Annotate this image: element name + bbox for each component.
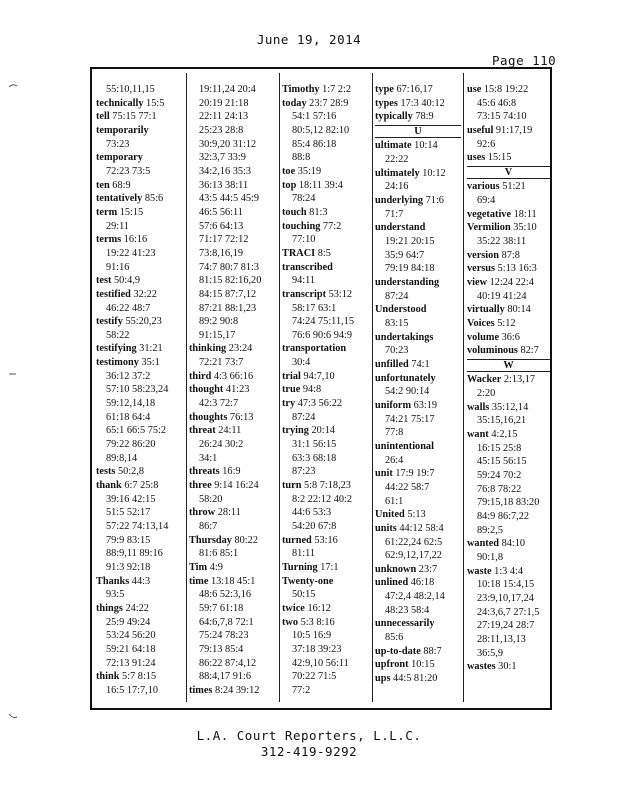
- transcript-date: June 19, 2014: [256, 32, 362, 47]
- index-word-entry: undertakings: [375, 331, 434, 343]
- index-page-refs: 62:9,12,17,22: [385, 550, 442, 562]
- index-page-refs: 76:8 78:22: [477, 483, 522, 495]
- index-page-refs: 47:2,4 48:2,14: [385, 591, 445, 603]
- index-word-entry: threats 16:9: [189, 466, 241, 478]
- index-page-refs: 43:5 44:5 45:9: [199, 193, 260, 205]
- index-page-refs: 35:22 38:11: [477, 236, 527, 248]
- index-word-entry: waste 1:3 4:4: [467, 565, 524, 577]
- index-word-entry: upfront 10:15: [375, 659, 435, 671]
- footer-company: L.A. Court Reporters, L.L.C.: [196, 728, 422, 743]
- index-word-entry: thank 6:7 25:8: [96, 480, 159, 492]
- index-page-refs: 65:1 66:5 75:2: [106, 425, 167, 437]
- index-word-entry: versus 5:13 16:3: [467, 263, 537, 275]
- index-word-entry: want 4:2,15: [467, 429, 518, 441]
- index-word-entry: uses 15:15: [467, 152, 512, 164]
- index-page-refs: 37:18 39:23: [292, 643, 342, 655]
- index-word-entry: try 47:3 56:22: [282, 398, 343, 410]
- index-page-refs: 58:20: [199, 493, 223, 505]
- index-page-refs: 16:15 25:8: [477, 442, 522, 454]
- index-page-refs: 36:5,9: [477, 647, 504, 659]
- margin-mark: [8, 364, 18, 370]
- index-word-entry: threat 24:11: [189, 425, 242, 437]
- index-word-entry: three 9:14 16:24: [189, 480, 259, 492]
- index-word-entry: up-to-date 88:7: [375, 645, 442, 657]
- index-page-refs: 91:3 92:18: [106, 561, 151, 573]
- index-page-refs: 61:22,24 62:5: [385, 536, 443, 548]
- index-page-refs: 87:23: [292, 466, 316, 478]
- index-page-refs: 45:15 56:15: [477, 456, 527, 468]
- index-page-refs: 79:9 83:15: [106, 534, 151, 546]
- index-word-entry: unfortunately: [375, 372, 436, 384]
- index-page-refs: 70:22 71:5: [292, 671, 337, 683]
- index-page-refs: 25:23 28:8: [199, 124, 244, 136]
- index-page-refs: 79:15,18 83:20: [477, 497, 540, 509]
- index-word-entry: turn 5:8 7:18,23: [282, 480, 351, 492]
- column-divider: [186, 73, 187, 702]
- index-word-entry: types 17:3 40:12: [375, 97, 445, 109]
- index-page-refs: 34:2,16 35:3: [199, 165, 252, 177]
- index-word-entry: unknown 23:7: [375, 563, 438, 575]
- index-page-refs: 85:4 86:18: [292, 138, 337, 150]
- index-page-refs: 74:21 75:17: [385, 413, 435, 425]
- index-word-entry: volume 36:6: [467, 331, 520, 343]
- index-word-entry: Thursday 80:22: [189, 534, 258, 546]
- index-word-entry: ultimately 10:12: [375, 167, 446, 179]
- index-page-refs: 59:7 61:18: [199, 602, 244, 614]
- index-page-refs: 84:9 86:7,22: [477, 511, 530, 523]
- index-word-entry: unnecessarily: [375, 618, 435, 630]
- index-word-entry: technically 15:5: [96, 97, 165, 109]
- index-page-refs: 84:15 87:7,12: [199, 288, 257, 300]
- index-word-entry: transcript 53:12: [282, 288, 353, 300]
- index-word-entry: term 15:15: [96, 206, 144, 218]
- index-page-refs: 30:9,20 31:12: [199, 138, 257, 150]
- index-page-refs: 88:4,17 91:6: [199, 671, 252, 683]
- index-word-entry: throw 28:11: [189, 507, 241, 519]
- footer-phone: 312-419-9292: [260, 744, 358, 759]
- index-word-entry: times 8:24 39:12: [189, 684, 260, 696]
- index-page-refs: 76:6 90:6 94:9: [292, 329, 353, 341]
- index-page-refs: 81:15 82:16,20: [199, 275, 262, 287]
- index-page-refs: 27:19,24 28:7: [477, 620, 535, 632]
- index-word-entry: ten 68:9: [96, 179, 131, 191]
- index-page-refs: 72:13 91:24: [106, 657, 156, 669]
- index-page-refs: 81:11: [292, 548, 316, 560]
- index-word-entry: Thanks 44:3: [96, 575, 151, 587]
- index-word-entry: unintentional: [375, 440, 434, 452]
- index-word-entry: wanted 84:10: [467, 538, 526, 550]
- index-page-refs: 22:11 24:13: [199, 111, 249, 123]
- index-word-entry: trial 94:7,10: [282, 370, 335, 382]
- index-page-refs: 91:16: [106, 261, 130, 273]
- index-word-entry: temporary: [96, 152, 143, 164]
- margin-mark: [8, 706, 18, 712]
- index-page-refs: 51:5 52:17: [106, 507, 151, 519]
- index-word-entry: virtually 80:14: [467, 304, 531, 316]
- index-word-entry: uniform 63:19: [375, 399, 438, 411]
- index-page-refs: 54:1 57:16: [292, 111, 337, 123]
- index-page-refs: 55:10,11,15: [106, 84, 155, 95]
- index-word-entry: Voices 5:12: [467, 318, 516, 329]
- index-page-refs: 19:22 41:23: [106, 247, 156, 259]
- index-page-refs: 19:11,24 20:4: [199, 84, 256, 95]
- index-page-refs: 89:8,14: [106, 452, 138, 464]
- index-page-refs: 69:4: [477, 195, 496, 207]
- index-page-refs: 86:22 87:4,12: [199, 657, 257, 669]
- index-page-refs: 50:15: [292, 589, 316, 601]
- index-page-refs: 79:22 86:20: [106, 439, 156, 451]
- index-word-entry: underlying 71:6: [375, 195, 444, 207]
- index-page-refs: 35:9 64:7: [385, 249, 425, 261]
- index-column-2: [189, 83, 277, 698]
- index-word-entry: understanding: [375, 277, 440, 289]
- section-letter: W: [467, 359, 550, 373]
- index-page-refs: 31:1 56:15: [292, 439, 337, 451]
- index-page-refs: 48:6 52:3,16: [199, 589, 252, 601]
- index-word-entry: Understood: [375, 304, 427, 316]
- index-word-entry: type 67:16,17: [375, 84, 433, 95]
- index-page-refs: 91:15,17: [199, 329, 236, 341]
- index-page-refs: 48:23 58:4: [385, 604, 430, 616]
- index-page-refs: 42:9,10 56:11: [292, 657, 349, 669]
- column-divider: [279, 73, 280, 702]
- column-divider: [372, 73, 373, 702]
- index-word-entry: tentatively 85:6: [96, 193, 164, 205]
- index-page-refs: 78:24: [292, 193, 316, 205]
- index-page-refs: 22:22: [385, 154, 409, 166]
- index-page-refs: 77:10: [292, 234, 316, 246]
- index-page-refs: 24:3,6,7 27:1,5: [477, 606, 540, 618]
- index-word-entry: unlined 46:18: [375, 577, 435, 589]
- index-word-entry: temporarily: [96, 124, 149, 136]
- index-word-entry: thinking 23:24: [189, 343, 253, 355]
- index-page-refs: 94:11: [292, 275, 316, 287]
- index-word-entry: today 23:7 28:9: [282, 97, 349, 109]
- index-page-refs: 72:23 73:5: [106, 165, 151, 177]
- index-page-refs: 10:5 16:9: [292, 630, 332, 642]
- index-page-refs: 57:6 64:13: [199, 220, 244, 232]
- index-word-entry: useful 91:17,19: [467, 124, 533, 136]
- index-word-entry: various 51:21: [467, 181, 526, 193]
- index-page-refs: 73:15 74:10: [477, 111, 527, 123]
- index-page-refs: 86:7: [199, 521, 218, 532]
- index-word-entry: Wacker 2:13,17: [467, 374, 536, 386]
- index-page-refs: 89:2 90:8: [199, 316, 239, 328]
- index-word-entry: things 24:22: [96, 602, 149, 614]
- index-page-refs: 64:6,7,8 72:1: [199, 616, 254, 628]
- index-page-refs: 35:15,16,21: [477, 415, 527, 427]
- index-page-refs: 79:19 84:18: [385, 263, 435, 275]
- index-word-entry: thought 41:23: [189, 384, 250, 396]
- index-page-refs: 63:3 68:18: [292, 452, 337, 464]
- index-page-refs: 44:6 53:3: [292, 507, 332, 519]
- index-page-refs: 46:5 56:11: [199, 206, 243, 218]
- index-word-entry: voluminous 82:7: [467, 345, 539, 357]
- index-page-refs: 44:22 58:7: [385, 481, 430, 493]
- index-word-entry: true 94:8: [282, 384, 322, 396]
- index-word-entry: TRACI 8:5: [282, 247, 331, 259]
- index-page-refs: 77:2: [292, 684, 311, 696]
- index-page-refs: 72:21 73:7: [199, 357, 244, 369]
- index-page-refs: 89:2,5: [477, 524, 504, 536]
- index-word-entry: ups 44:5 81:20: [375, 673, 438, 685]
- index-page-refs: 93:5: [106, 589, 125, 601]
- index-page-refs: 42:3 72:7: [199, 398, 239, 410]
- index-page-refs: 54:20 67:8: [292, 521, 337, 532]
- index-word-entry: touching 77:2: [282, 220, 342, 232]
- index-page-refs: 87:24: [385, 290, 409, 302]
- column-divider: [463, 73, 464, 702]
- index-word-entry: testify 55:20,23: [96, 316, 162, 328]
- index-page-refs: 74:24 75:11,15: [292, 316, 354, 328]
- index-page-refs: 88:9,11 89:16: [106, 548, 163, 560]
- index-page-refs: 80:5,12 82:10: [292, 124, 350, 136]
- index-page-refs: 36:13 38:11: [199, 179, 249, 191]
- index-word-entry: walls 35:12,14: [467, 401, 529, 413]
- index-word-entry: top 18:11 39:4: [282, 179, 343, 191]
- index-word-entry: wastes 30:1: [467, 661, 517, 673]
- index-page-refs: 71:17 72:12: [199, 234, 249, 246]
- index-word-entry: Timothy 1:7 2:2: [282, 84, 352, 95]
- index-page-refs: 81:6 85:1: [199, 548, 239, 560]
- index-word-entry: ultimate 10:14: [375, 140, 438, 152]
- index-word-entry: turned 53:16: [282, 534, 338, 546]
- word-index-table: [90, 67, 552, 710]
- index-page-refs: 59:21 64:18: [106, 643, 156, 655]
- index-word-entry: testimony 35:1: [96, 357, 160, 369]
- index-word-entry: vegetative 18:11: [467, 208, 537, 220]
- index-page-refs: 32:3,7 33:9: [199, 152, 246, 164]
- index-page-refs: 19:21 20:15: [385, 236, 435, 248]
- index-word-entry: transcribed: [282, 261, 333, 273]
- index-page-refs: 23:9,10,17,24: [477, 592, 534, 604]
- index-page-refs: 92:6: [477, 138, 496, 150]
- page-number: Page 110: [492, 53, 557, 68]
- index-word-entry: unit 17:9 19:7: [375, 468, 435, 480]
- index-page-refs: 59:24 70:2: [477, 470, 522, 482]
- index-page-refs: 24:16: [385, 181, 409, 193]
- index-page-refs: 26:24 30:2: [199, 439, 244, 451]
- index-page-refs: 26:4: [385, 454, 404, 466]
- index-word-entry: toe 35:19: [282, 165, 322, 177]
- section-letter: V: [467, 166, 550, 180]
- index-page-refs: 74:7 80:7 81:3: [199, 261, 260, 273]
- index-word-entry: test 50:4,9: [96, 275, 141, 287]
- margin-mark: [8, 76, 18, 82]
- index-word-entry: third 4:3 66:16: [189, 370, 254, 382]
- index-page-refs: 83:15: [385, 318, 409, 329]
- index-page-refs: 73:23: [106, 138, 130, 150]
- index-page-refs: 29:11: [106, 220, 130, 232]
- index-page-refs: 46:22 48:7: [106, 302, 151, 314]
- index-page-refs: 79:13 85:4: [199, 643, 244, 655]
- index-word-entry: United 5:13: [375, 509, 426, 521]
- index-word-entry: tell 75:15 77:1: [96, 111, 157, 123]
- index-page-refs: 10:18 15:4,15: [477, 579, 535, 591]
- index-word-entry: tests 50:2,8: [96, 466, 145, 478]
- index-page-refs: 2:20: [477, 388, 496, 400]
- index-page-refs: 73:8,16,19: [199, 247, 244, 259]
- index-page-refs: 20:19 21:18: [199, 97, 249, 109]
- index-word-entry: typically 78:9: [375, 111, 434, 123]
- index-page-refs: 58:17 63:1: [292, 302, 337, 314]
- index-page-refs: 28:11,13,13: [477, 633, 526, 645]
- index-page-refs: 45:6 46:8: [477, 97, 517, 109]
- index-page-refs: 36:12 37:2: [106, 370, 151, 382]
- index-word-entry: two 5:3 8:16: [282, 616, 335, 628]
- index-word-entry: view 12:24 22:4: [467, 277, 534, 289]
- section-letter: U: [375, 125, 461, 139]
- index-word-entry: Twenty-one: [282, 575, 334, 587]
- index-page-refs: 61:18 64:4: [106, 411, 151, 423]
- index-page-refs: 53:24 56:20: [106, 630, 156, 642]
- index-word-entry: testifying 31:21: [96, 343, 163, 355]
- index-page-refs: 61:1: [385, 495, 404, 507]
- index-page-refs: 25:9 49:24: [106, 616, 151, 628]
- index-word-entry: time 13:18 45:1: [189, 575, 256, 587]
- index-page-refs: 34:1: [199, 452, 218, 464]
- index-word-entry: terms 16:16: [96, 234, 148, 246]
- index-page-refs: 70:23: [385, 345, 409, 357]
- index-word-entry: touch 81:3: [282, 206, 328, 218]
- index-page-refs: 57:10 58:23,24: [106, 384, 169, 396]
- index-page-refs: 39:16 42:15: [106, 493, 156, 505]
- index-page-refs: 87:24: [292, 411, 316, 423]
- index-column-1: [96, 83, 185, 698]
- index-page-refs: 57:22 74:13,14: [106, 521, 169, 532]
- index-page-refs: 16:5 17:7,10: [106, 684, 159, 696]
- index-page-refs: 87:21 88:1,23: [199, 302, 257, 314]
- index-page-refs: 85:6: [385, 632, 404, 644]
- index-word-entry: trying 20:14: [282, 425, 335, 437]
- index-word-entry: units 44:12 58:4: [375, 522, 444, 534]
- index-page-refs: 40:19 41:24: [477, 290, 527, 302]
- index-page-refs: 59:12,14,18: [106, 398, 156, 410]
- index-page-refs: 58:22: [106, 329, 130, 341]
- index-column-5: [467, 83, 550, 674]
- index-word-entry: testified 32:22: [96, 288, 157, 300]
- index-page-refs: 88:8: [292, 152, 311, 164]
- index-page-refs: 30:4: [292, 357, 311, 369]
- index-page-refs: 54:2 90:14: [385, 386, 430, 398]
- index-page-refs: 8:2 22:12 40:2: [292, 493, 353, 505]
- index-page-refs: 71:7: [385, 208, 404, 220]
- index-word-entry: understand: [375, 222, 426, 234]
- index-word-entry: Vermilion 35:10: [467, 222, 537, 234]
- index-word-entry: twice 16:12: [282, 602, 331, 614]
- index-word-entry: version 87:8: [467, 249, 520, 261]
- index-word-entry: Tim 4:9: [189, 561, 223, 573]
- index-page-refs: 90:1,8: [477, 552, 504, 563]
- index-word-entry: unfilled 74:1: [375, 358, 430, 370]
- index-word-entry: thoughts 76:13: [189, 411, 254, 423]
- index-word-entry: use 15:8 19:22: [467, 84, 529, 95]
- index-word-entry: think 5:7 8:15: [96, 671, 157, 683]
- index-word-entry: Turning 17:1: [282, 561, 339, 573]
- index-page-refs: 77:8: [385, 427, 404, 439]
- index-column-4: [375, 83, 461, 686]
- index-column-3: [282, 83, 370, 698]
- index-word-entry: transportation: [282, 343, 347, 355]
- index-page-refs: 75:24 78:23: [199, 630, 249, 642]
